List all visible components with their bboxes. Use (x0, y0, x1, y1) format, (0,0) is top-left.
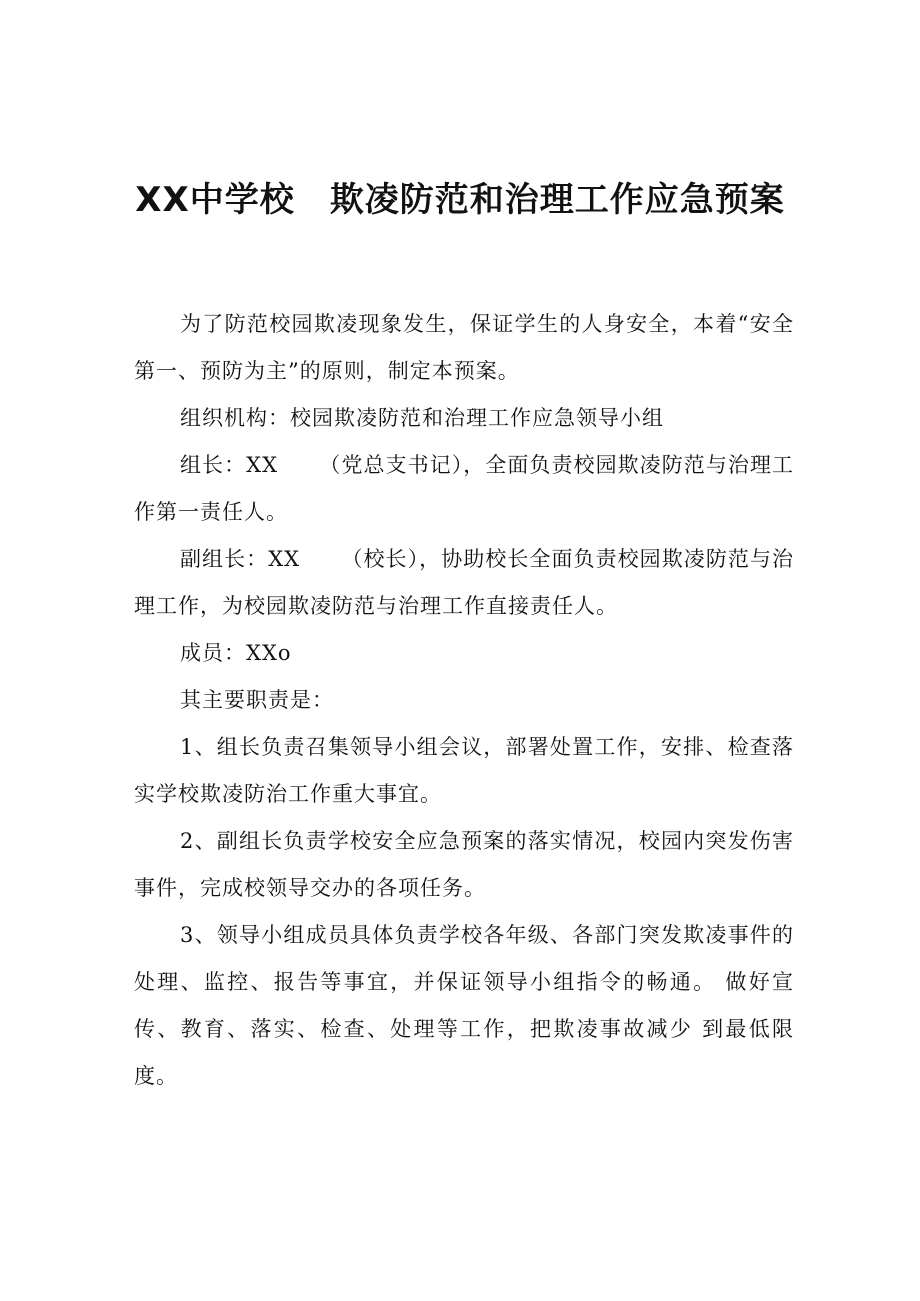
responsibility-item-2: 2、副组长负责学校安全应急预案的落实情况，校园内突发伤害事件，完成校领导交办的各项任务。 (134, 829, 794, 900)
document-body (134, 301, 794, 1100)
intro-paragraph: 为了防范校园欺凌现象发生，保证学生的人身安全，本着“安全第一、预防为主”的原则，制定本预案。 (134, 312, 794, 383)
organization-paragraph: 组织机构：校园欺凌防范和治理工作应急领导小组 (180, 406, 664, 430)
responsibility-item-1: 1、组长负责召集领导小组会议，部署处置工作，安排、检查落实学校欺凌防治工作重大事宜。 (134, 735, 794, 806)
deputy-leader-paragraph: 副组长：XX （校长），协助校长全面负责校园欺凌防范与治理工作，为校园欺凌防范与治理工作直接责任人。 (134, 547, 794, 618)
responsibility-item-3: 3、领导小组成员具体负责学校各年级、各部门突发欺凌事件的处理、监控、报告等事宜，并保证领导小组指令的畅通。 做好宣传、教育、落实、检查、处理等工作，把欺凌事故减少 到最低限度。 (134, 923, 794, 1088)
members-paragraph: 成员：XXo (180, 641, 292, 665)
responsibilities-heading: 其主要职责是： (180, 688, 334, 712)
document-title: XX中学校 欺凌防范和治理工作应急预案 (135, 180, 785, 220)
team-leader-paragraph: 组长：XX （党总支书记），全面负责校园欺凌防范与治理工作第一责任人。 (134, 453, 794, 524)
